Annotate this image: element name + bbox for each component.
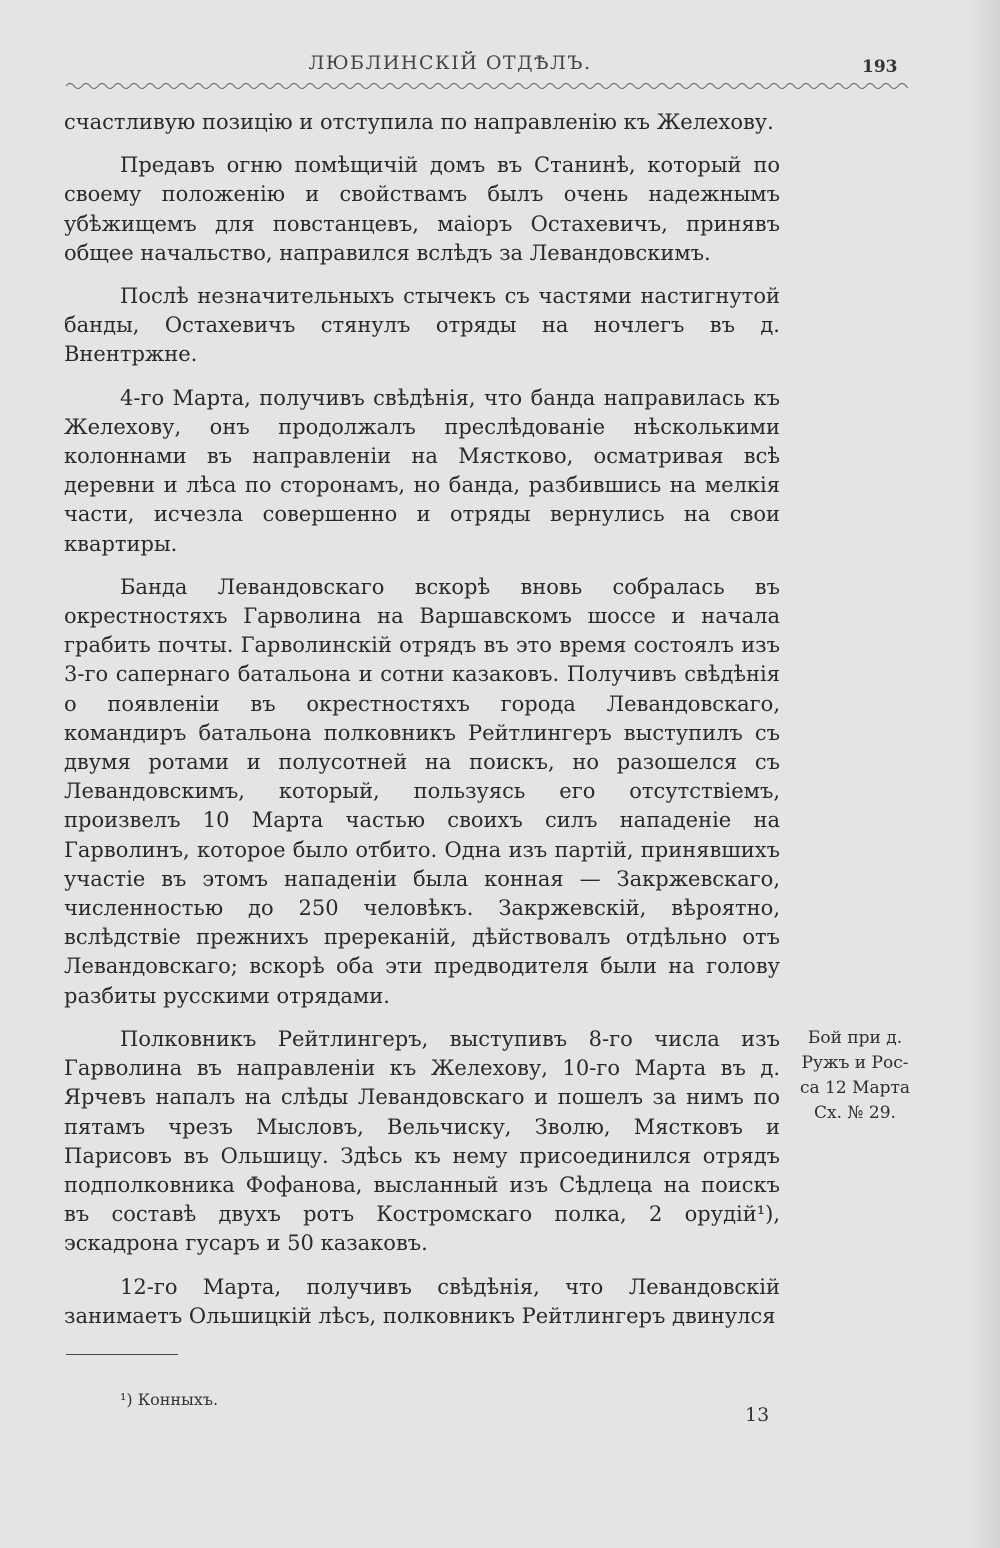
paragraph-4: 4-го Марта, получивъ свѣдѣнія, что банда направилась къ Желехову, онъ продолжалъ преслѣдованіе нѣсколькими колоннами въ направленіи на Мястково, осматривая всѣ деревни и лѣса по сторонамъ, но банда, разбившись на мелкія части, исчезла совершенно и отряды вернулись на свои квартиры. [64,385,780,556]
footnote-rule [66,1354,178,1355]
margin-note [790,1026,920,1126]
header-wavy-rule [66,78,908,94]
paragraph-5: Банда Левандовскаго вскорѣ вновь собралась въ окрестностяхъ Гарволина на Варшавскомъ шоссе и начала грабить почты. Гарволинскій отрядъ въ это время состоялъ изъ 3-го сапернаго батальона и сотни казаковъ. Получивъ свѣдѣнія о появленіи въ окрестностяхъ города Левандовскаго, командиръ батальона полковникъ Рейтлингеръ выступилъ съ двумя ротами и полусотней на поискъ, но разошелся съ Левандовскимъ, который, пользуясь его отсутствіемъ, произвелъ 10 Марта частью своихъ силъ нападеніе на Гарволинъ, которое было отбито. Одна изъ партій, принявшихъ участіе въ этомъ нападеніи была конная — Закржевскаго, численностью до 250 человѣкъ. Закржевскій, вѣроятно, вслѣдствіе прежнихъ пререканій, дѣйствовалъ отдѣльно отъ Левандовскаго; вскорѣ оба эти предводителя были на голову разбиты русскими отрядами. [64,574,780,1008]
page-edge-shadow [970,0,1000,1548]
margin-note-line: Бой при д. [807,1028,903,1048]
paragraph-7: 12-го Марта, получивъ свѣдѣнія, что Левандовскій занимаетъ Ольшицкій лѣсъ, полковникъ Рейтлингеръ двинулся [64,1274,780,1328]
body-text [64,108,780,1345]
page-number: 193 [862,57,898,77]
paragraph-2: Предавъ огню помѣщичій домъ въ Станинѣ, который по своему положенію и свойствамъ былъ очень надежнымъ убѣжищемъ для повстанцевъ, маіоръ Остахевичъ, принявъ общее начальство, направился вслѣдъ за Левандовскимъ. [64,153,780,265]
paragraph-1: счастливую позицію и отступила по направленію къ Желехову. [64,110,774,134]
footnote: ¹) Конныхъ. [120,1390,219,1409]
margin-note-line: Сх. № 29. [814,1103,896,1123]
margin-note-line: са 12 Марта [799,1078,911,1098]
paragraph-6: Полковникъ Рейтлингеръ, выступивъ 8-го числа изъ Гарволина въ направленіи къ Желехову, 10-го Марта въ д. Ярчевъ напалъ на слѣды Левандовскаго и пошелъ за нимъ по пятамъ чрезъ Мысловъ, Вельчиску, Зволю, Мястковъ и Парисовъ въ Ольшицу. Здѣсь къ нему присоединился отрядъ подполковника Фофанова, высланный изъ Сѣдлеца на поискъ въ составѣ двухъ ротъ Костромскаго полка, 2 орудій¹), эскадрона гусаръ и 50 казаковъ. [64,1026,780,1256]
margin-note-line: Ружъ и Рос- [801,1053,909,1073]
paragraph-3: Послѣ незначительныхъ стычекъ съ частями настигнутой банды, Остахевичъ стянулъ отряды на ночлегъ въ д. Внентржне. [64,284,780,367]
running-header-title: ЛЮБЛИНСКІЙ ОТДѢЛЪ. [308,52,592,74]
signature-mark: 13 [745,1404,770,1426]
